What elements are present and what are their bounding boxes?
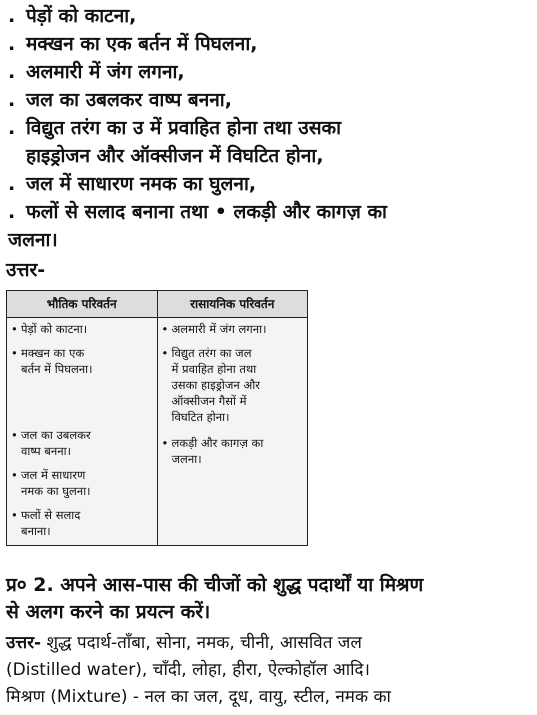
comparison-table (6, 290, 308, 546)
answer-2 (6, 630, 534, 711)
list-item: . फलों से सलाद बनाना तथा • लकड़ी और कागज़ का जलना। (8, 198, 533, 254)
list-item-text: अलमारी में जंग लगना, (26, 61, 185, 83)
header-physical: भौतिक परिवर्तन (7, 291, 158, 317)
list-item: . मक्खन का एक बर्तन में पिघलना, (8, 33, 258, 55)
list-item-text: जल का उबलकर वाष्प बनना, (26, 89, 232, 111)
table-header (7, 291, 307, 318)
list-item-text: फलों से सलाद बनाना तथा • लकड़ी और कागज़ का (26, 201, 387, 223)
list-item-text: विद्युत तरंग का उ में प्रवाहित होना तथा उसका (26, 117, 342, 139)
table-cell: • पेड़ों को काटना। (11, 322, 88, 336)
chemical-column (158, 318, 308, 546)
question-list (8, 2, 533, 254)
table-cell: • फलों से सलाद बनाना। (11, 508, 81, 538)
list-item: . अलमारी में जंग लगना, (8, 61, 185, 83)
table-cell: • जल का उबलकर वाष्प बनना। (11, 428, 91, 458)
table-cell: • लकड़ी और कागज़ का जलना। (161, 436, 264, 466)
list-item-text: हाइड्रोजन और ऑक्सीजन में विघटित होना, (26, 145, 324, 167)
question-2 (6, 572, 531, 626)
list-item: . जल का उबलकर वाष्प बनना, (8, 89, 232, 111)
list-item-text: जलना। (8, 229, 58, 251)
list-item: . पेड़ों को काटना, (8, 5, 137, 27)
question-line: प्र० 2. अपने आस-पास की चीजों को शुद्ध पदार्थों या मिश्रण (6, 574, 424, 596)
answer-text: मिश्रण (Mixture) - नल का जल, दूध, वायु, स्टील, नमक का (6, 687, 391, 707)
table-cell: • विद्युत तरंग का जल में प्रवाहित होना तथा उसका हाइड्रोजन और ऑक्सीजन गैसों में विघटित होना। (161, 346, 260, 424)
physical-column (7, 318, 158, 546)
list-item: . जल में साधारण नमक का घुलना, (8, 173, 257, 195)
list-item-text: पेड़ों को काटना, (26, 5, 137, 27)
answer-text: शुद्ध पदार्थ-ताँबा, सोना, नमक, चीनी, आसवित जल (41, 633, 362, 653)
list-item: . विद्युत तरंग का उ में प्रवाहित होना तथा उसका हाइड्रोजन और ऑक्सीजन में विघटित होना, (8, 114, 533, 170)
answer-label: उत्तर- (6, 259, 46, 281)
list-item-text: मक्खन का एक बर्तन में पिघलना, (26, 33, 258, 55)
question-line: से अलग करने का प्रयत्न करें। (6, 601, 211, 623)
table-cell: • मक्खन का एक बर्तन में पिघलना। (11, 346, 93, 376)
header-chemical: रासायनिक परिवर्तन (190, 297, 275, 311)
answer-text: (Distilled water), चाँदी, लोहा, हीरा, ऐल्कोहॉल आदि। (6, 660, 370, 680)
table-cell: • जल में साधारण नमक का घुलना। (11, 468, 91, 498)
table-cell: • अलमारी में जंग लगना। (161, 322, 267, 336)
answer-label-2: उत्तर- (6, 633, 42, 653)
list-item-text: जल में साधारण नमक का घुलना, (26, 173, 257, 195)
